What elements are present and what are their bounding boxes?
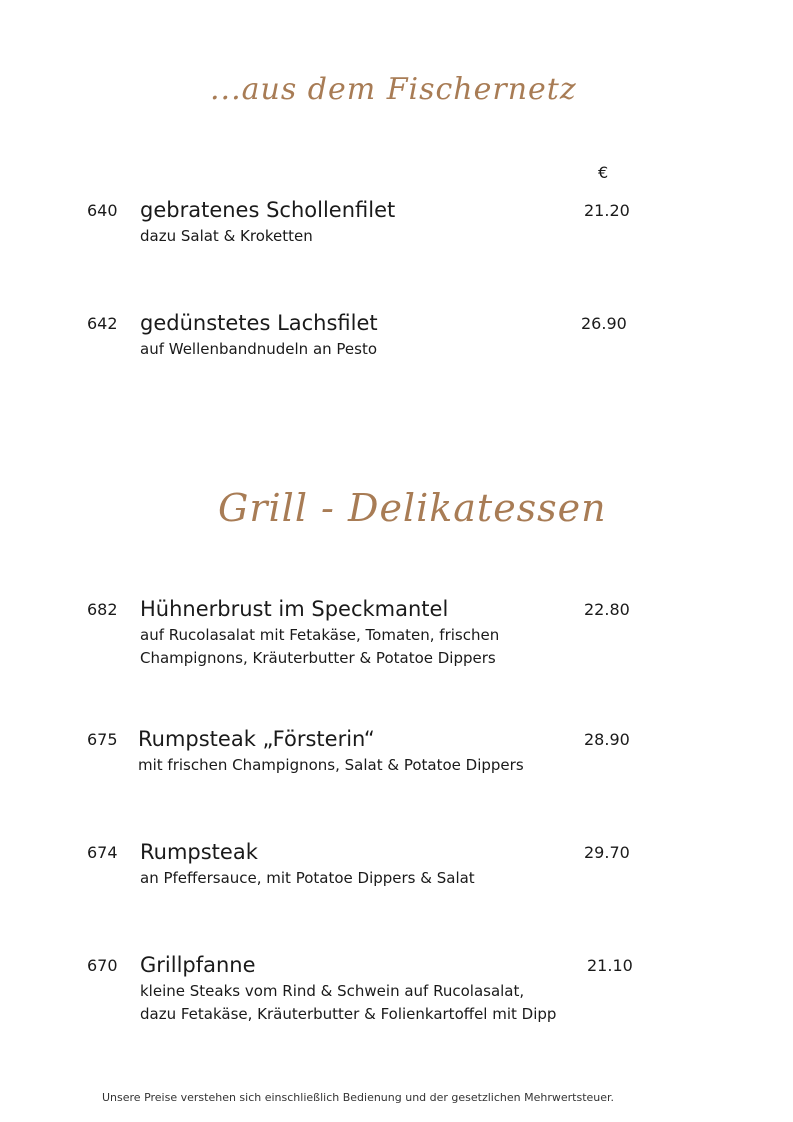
item-price: 21.10 <box>587 956 633 975</box>
item-description <box>140 980 556 1026</box>
item-description-line: auf Rucolasalat mit Fetakäse, Tomaten, frischen <box>140 626 500 644</box>
item-price: 28.90 <box>584 730 630 749</box>
item-name: Grillpfanne <box>140 953 256 977</box>
item-number: 674 <box>87 843 118 862</box>
item-number: 675 <box>87 730 118 749</box>
item-description <box>140 867 475 890</box>
item-name: Hühnerbrust im Speckmantel <box>140 597 449 621</box>
item-name: gedünstetes Lachsfilet <box>140 311 378 335</box>
item-price: 29.70 <box>584 843 630 862</box>
item-description-line: mit frischen Champignons, Salat & Potatoe Dippers <box>138 756 524 774</box>
item-number: 682 <box>87 600 118 619</box>
item-description-line: auf Wellenbandnudeln an Pesto <box>140 340 378 358</box>
item-description <box>140 624 499 670</box>
item-name: Rumpsteak <box>140 840 258 864</box>
item-description <box>138 754 524 777</box>
item-description-line: dazu Salat & Kroketten <box>140 227 313 245</box>
section-title-fish: ...aus dem Fischernetz <box>210 72 577 107</box>
item-description-line: dazu Fetakäse, Kräuterbutter & Folienkartoffel mit Dipp <box>140 1005 557 1023</box>
item-number: 670 <box>87 956 118 975</box>
section-title-grill: Grill - Delikatessen <box>218 486 607 530</box>
item-description-line: kleine Steaks vom Rind & Schwein auf Rucolasalat, <box>140 982 525 1000</box>
currency-symbol: € <box>598 163 609 182</box>
item-description-line: an Pfeffersauce, mit Potatoe Dippers & Salat <box>140 869 475 887</box>
item-description <box>140 225 313 248</box>
item-price: 21.20 <box>584 201 630 220</box>
item-price: 22.80 <box>584 600 630 619</box>
item-number: 640 <box>87 201 118 220</box>
item-description-line: Champignons, Kräuterbutter & Potatoe Dippers <box>140 649 496 667</box>
item-price: 26.90 <box>581 314 627 333</box>
item-number: 642 <box>87 314 118 333</box>
item-name: Rumpsteak „Försterin“ <box>138 727 375 751</box>
item-name: gebratenes Schollenfilet <box>140 198 396 222</box>
item-description <box>140 338 377 361</box>
price-footnote: Unsere Preise verstehen sich einschließlich Bedienung und der gesetzlichen Mehrwertsteuer. <box>102 1091 615 1104</box>
